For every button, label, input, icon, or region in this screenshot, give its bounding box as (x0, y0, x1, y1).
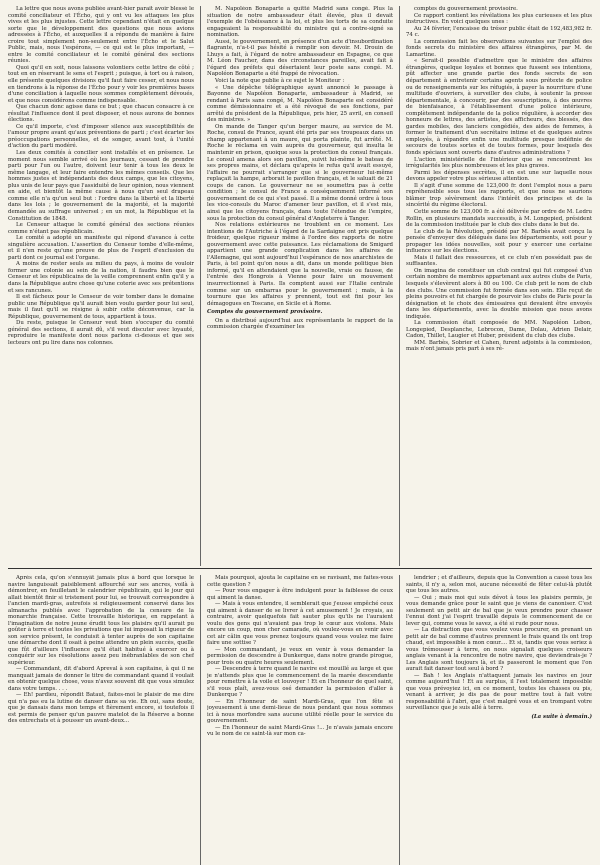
paragraph: Ce qu'il importe, c'est d'imposer silence aux susceptibilités de l'amour propre avant qu'aux préventions de parti ; c'est écarter les préoccupations personnelles, et de songer, avant tout, à l'unité d'action du parti modéré. (8, 123, 194, 150)
paragraph: Le comité a adopté un manifeste qui répond d'avance à cette singulière accusation. L'assertion du Censeur tombe d'elle-même, et il n'en reste qu'une preuve de plus de l'esprit d'exclusion du parti dont ce journal est l'organe. (8, 235, 194, 261)
feuilleton-column-1 (8, 575, 194, 865)
paragraph: — En l'honneur de saint Mardi-Gras !... Je n'avais jamais encore vu le nom de ce saint-là sur mon ca- (207, 724, 393, 737)
paragraph: « Serait-il possible d'admettre que le ministre des affaires étrangères, quelque loyales et bonnes que fussent ses intentions, pût affecter une grande partie des fonds secrets de son département à entretenir certains agents sous prétexte de police ou de renseignements sur les réfugiés, à payer la nourriture d'une multitude d'ouvriers, à surveiller des clubs, à soutenir la presse départementale, à concourir, par des souscriptions, à des œuvres de bienfaisance, à l'établissement d'une police intérieure, complètement indépendante de la police régulière, à accorder des honneurs de lettres, des artistes, des afficheurs, des blessés, des gardes mobiles, des lanciers congédiés, des aides de femmes, à former le traitement d'un secrétaire intime et de quelques autres employés, à répandre enfin une multitude presque indéfinie de secours de toutes sortes et de toutes formes, pour lesquels des fonds spéciaux sont ouverts dans d'autres administrations ? (406, 58, 592, 157)
paragraph: — Descendre à terre quand le navire est mouillé au large et que je n'attends plus que le commencement de la marée descendante pour remettre à la voile et louvoyer ! Et en l'honneur de quel saint, s'il vous plaît, avez-vous osé demander la permission d'aller à Dunkerque ? (207, 666, 393, 698)
paragraph: Nos relations extérieures ne troublent en ce moment. Les intentions de l'Autriche à l'égard de la Sardaigne ont pris quelque froideur, quelque rigueur même à l'ordre des rapports de notre gouvernement avec cette puissance. Les réclamations de Smigard appartient une grande complication dans les affaires de l'Allemagne, qui sont aujourd'hui l'espérance de nos anarchistes de Paris, à tel point qu'on nous a dit, dans un monde politique bien informé, qu'il en attendaient que la nouvelle, vraie ou fausse, de l'entrée des Hongrois à Vienne pour faire un mouvement insurrectionnel à Paris. Ils comptent aussi sur l'Italie centrale comme sur un embarras pour le gouvernement ; mais, à la tournure que les affaires y prennent, tout est fini pour les démagogues en Toscane, en Sicile et à Rome. (207, 222, 393, 307)
paragraph: Mais il fallait des ressources, et ce club n'en possédait pas de suffisantes. (406, 254, 592, 268)
paragraph: MM. Barbès, Sobrier et Cahen, furent adjoints à la commission, mais n'ont jamais pris part à ses ré- (406, 339, 592, 353)
feuilleton-rule (8, 568, 592, 569)
paragraph: La commission était composée de MM. Napoléon Lebon, Longepied, Desplanche, Lebrocon, Dame, Dolau, Adrien Delair, Cadon, Thillet, Laugier et Huber, président du club des clubs. (406, 320, 592, 340)
paragraph: Parmi les dépenses secrètes, il en est une sur laquelle nous devons appeler votre plus sérieuse attention. (406, 169, 592, 183)
paragraph: lendrier ; et d'ailleurs, depuis que la Convention a cassé tous les saints, il n'y a, selon moi, aucune nécessité de fêter celui-là plutôt que tous les autres. (406, 575, 592, 594)
paragraph: Quoi qu'il en soit, nous laissons volontiers cette lettre de côté ; tout en en réservant le sens et l'esprit ; puisque, à tort ou à raison, elle présente quelques divisions qu'il faut faire cesser, et nous nous en tiendrons à la réponse de l'Écho pour y voir les premières bases d'une conciliation à laquelle nous sommes complètement dévoués, et que nous considérons comme indispensable. (8, 64, 194, 104)
paragraph: Après cela, qu'on s'ennuyât jamais plus à bord que lorsque le navire languissait paisiblement affourché sur ses ancres, voilà à démontrer, en feuilletant le calendrier républicain, qui le jour qui allait bientôt finir si tristement pour lui, se trouvait correspondre à l'ancien mardi-gras, autrefois si religieusement conservé dans les almanachs publiés avec l'approbation de la censure de la monarchie française. Cette trouvaille historique, en rappelant à l'imagination de notre jeune érudit tous les plaisirs qu'il aurait pu goûter à terre et toutes les privations que lui imposait la rigueur de son service présent, le conduisit à tenter auprès de son capitaine une démarche dont il osait à peine attendre un plein succès, quelle que fût d'ailleurs l'influence qu'il était habitué à exercer ou à conquérir sur les résolutions assez peu inébranlables de son chef supérieur. (8, 575, 194, 666)
column-divider (200, 575, 201, 865)
paragraph: Cette somme de 123,000 fr. a été délivrée par ordre de M. Ledru Rollin, en plusieurs mandats successifs, à M. Longepied, président de la commission instituée par le club des clubs dans le but de. (406, 208, 592, 229)
paragraph: On mande de Tanger qu'un berger maure, au service de M. Roche, consul de France, ayant été pris par ses troupeaux dans un champ appartenant à un maure, qui porta plainte, fut arrêté. M. Roche le réclama en vain auprès du gouverneur, qui insulta le maintenir en prison, quoique sous la protection du consul français. Le consul amena alors son pavillon, suivit lui-même le bateau de ses propres mains, et déclara qu'après le refus qu'il avait essuyé, l'affaire ne pourrait s'arranger que si le gouverneur lui-même replaçait la hampe, arborait le pavillon français, et le saluait de 21 coups de canon. Le gouverneur ne se soumettra pas à cette condition ; le consul de France a conséquemment informé son gouvernement de ce qui s'est passé. Il a même donné ordre à tous les vice-consuls du Maroc d'amener leur pavillon, et il s'est mis, ainsi que les citoyens français, dans toute l'étendue de l'empire, sous la protection du consul général d'Angleterre à Tanger. (207, 123, 393, 222)
feuilleton-column-2 (207, 575, 393, 865)
paragraph: — Mais à vous entendre, il semblerait que j'eusse empêché ceux qui aiment à danser de se livrer à cet amusement ! Je croyais, au contraire, avoir quelquefois fait sauter plus qu'ils ne l'auraient voulu des gens qui n'avaient pas trop le cœur aux violons. Mais encore un coup, mon cher camarade, où voulez-vous en venir avec cet air câlin que vous prenez toujours quand vous voulez me faire faire une sottise ? (207, 601, 393, 646)
paragraph: Le club de la Révolution, présidé par M. Barbès avait conçu la pensée d'envoyer des délégués dans les départements, soit pour y propager les idées nouvelles, soit pour y exercer une certaine influence sur les élections. (406, 228, 592, 255)
paragraph: Mais pourquoi, ajouta le capitaine en se ravisant, me faites-vous cette question ? (207, 575, 393, 588)
paragraph: — Pour vous engager à être indulgent pour la faiblesse de ceux qui aiment la danse. (207, 588, 393, 601)
paragraph: — La distraction que vous voulez vous procurer, en prenant un petit air de bal comme d'autres prennent le frais quand ils ont trop chaud, est impossible à mon cœur.... Et si, tandis que vous seriez à vous trémousser à terre, on nous signalait quelques croiseurs anglais venant à la rencontre de notre navire, que deviendrais-je ? Les Anglais sont toujours là, et ils passeront le moment que l'on aurait fait danser tout seul à bord ? (406, 627, 592, 672)
paragraph: Voici la note que publie à ce sujet le Moniteur : (215, 78, 345, 85)
paragraph: — En l'honneur de saint Mardi-Gras, que l'on fête si joyeusement à une demi-lieue de nous pendant que nous sommes ici à nous morfondre sans aucune utilité réelle pour le service du gouvernement. (207, 698, 393, 724)
paragraph: On a distribué aujourd'hui aux représentants le rapport de la commission chargée d'examiner les (207, 317, 393, 331)
paragraph: Du reste, puisque le Censeur veut bien s'occuper du comité général des sections, il aurait dû, s'il veut discuter avec loyauté, reproduire le manifeste dont nous parlons ci-dessus et que ses lecteurs ont pu lire dans nos colonnes. (8, 320, 194, 346)
paragraph: comptes du gouvernement provisoire. (414, 6, 518, 12)
paragraph: Le Censeur attaque le comité général des sections réunies comme n'étant pas républicain. (8, 222, 194, 235)
column-1 (8, 6, 194, 566)
paragraph: Il s'agit d'une somme de 123,000 fr. dont l'emploi nous a paru repréhensible sous tous les rapports, et que nous ne saurions blâmer trop sévèrement dans l'intérêt des principes et de la sincérité du régime électoral. (406, 182, 592, 209)
paragraph: — Bah ! les Anglais n'attaquent jamais les navires en jour comme aujourd'hui ! Et au surplus, il l'est totalement impossible que vous prévoyiez ici, en ce moment, toutes les chasses ou pis, venant à arriver, je dis pas de pour mettre tout à fait votre responsabilité à l'abri, que c'est malgré vous et en trompant votre surveillance que je suis allé à terre. (406, 672, 592, 711)
paragraph: Aussi, le gouvernement, en présence d'un acte d'insubordination flagrante, n'a-t-il pas hésité à remplir son devoir. M. Drouin de Lhuys a fait, à l'égard de notre ambassadeur en Espagne, ce que M. Léon Faucher, dans des circonstances pareilles, avait fait à l'égard des préfets qui désertaient leur poste sans congé. M. Napoléon Bonaparte a été frappé de révocation. (207, 38, 393, 78)
paragraph: Que chacun donc agisse dans ce but ; que chacun consacre à ce résultat l'influence dont il peut disposer, et nous aurons de bonnes élections. (8, 104, 194, 124)
paragraph: Ce rapport contient les révélations les plus curieuses et les plus instructives. En voici quelques unes : (406, 12, 592, 26)
paragraph: — Commandant, dit d'abord Apreval à son capitaine, à qui il ne manquait jamais de donner le titre de commandant quand il voulait en obtenir quelque chose, vous n'avez souvent dit que vous simulez dans votre temps. . . . (8, 666, 194, 692)
paragraph: La commission fait les observations suivantes sur l'emploi des fonds secrets du ministère des affaires étrangères, par M. de Lamartine. (406, 38, 592, 58)
column-divider (399, 6, 400, 566)
continuation-note: (La suite à demain.) (531, 713, 592, 720)
paragraph: A moins de rester seuls au milieu du pays, à moins de vouloir former une colonie au sein de la nation, il faudra bien que le Censeur et les républicains de la veille comprennent enfin qu'il y a dans la République autre chose qu'une coterie avec ses prétentions et ses rancunes. (8, 261, 194, 294)
paragraph: « Une dépêche télégraphique ayant annoncé le passage à Bayonne de Napoléon Bonaparte, ambassadeur à Madrid, se rendant à Paris sans congé, M. Napoléon Bonaparte est considéré comme démissionnaire et a été révoqué de ses fonctions, par arrêté du président de la République, pris hier, 25 avril, en conseil des ministres. » (207, 84, 393, 124)
column-2 (207, 6, 393, 566)
feuilleton (8, 575, 592, 865)
paragraph: On imagina de constituer un club central qui fut composé d'un certain nombre de membres appartenant aux autres clubs de Paris, lesquels s'élevèrent alors à 80 ou 100. Ce club prit le nom de club des clubs. Une commission fut formée dans son sein. Elle reçut de pleins pouvoirs et fut chargée de pourvoir les clubs de Paris pour la désignation et le choix des émissaires qui devaient être envoyés dans les départements, avec la double mission que nous avons indiquée. (406, 267, 592, 320)
paragraph: — Mon commandant, je veux en venir à vous demander la permission de descendre à Dunkerque, dans notre grande pirogue, pour trois ou quatre heures seulement. (207, 646, 393, 666)
paragraph: Il est fâcheux pour le Censeur de voir tomber dans le domaine public une République qu'il aurait bien voulu garder pour lui seul, mais il faut qu'il se résigne à subir cette déconvenue, car la République, gouvernement de tous, appartient à tous. (8, 294, 194, 320)
main-columns (8, 6, 592, 566)
paragraph: L'action ministérielle de l'intérieur que se rencontrent les irrégularités les plus nombreuses et les plus graves. (406, 156, 592, 170)
section-heading: Comptes du gouvernement provisoire. (207, 309, 323, 316)
column-divider (200, 6, 201, 566)
paragraph: Les deux comités à concilier sont installés et en présence. Le moment nous semble arrivé où les journaux, cessant de prendre parti pour l'un ou l'autre, doivent leur tenir à tous les deux le même langage, et leur faire entendre les mêmes conseils. Que les hommes justes et indépendants des deux camps, que les citoyens, plus unis de leur pays que l'assiduité de leur opinion, nous viennent en aide, et bientôt la même cause à nous qu'un seul drapeau comme elle n'a qu'un seul but : l'ordre dans la liberté et la liberté dans les lois ; le gouvernement de la majorité, et la majorité demandée au suffrage universel ; en un mot, la République et la Constitution de 1848. (8, 150, 194, 222)
paragraph: — Oui ; mais moi qui suis dévot à tous les plaisirs permis, je vous demande grâce pour le saint que je viens de canoniser. C'est seulement un petit air de bal que je veux prendre pour chasser l'ennui dont j'ai l'esprit travaillé depuis le commencement de ce lever qui, comme vous le savez, a été si rude pour nous. (406, 594, 592, 627)
paragraph: M. Napoléon Bonaparte a quitté Madrid sans congé. Plus la situation de notre ambassadeur était élevée, plus il devait l'exemple de l'obéissance à la loi, et plus les torts de sa conduite engageaient la responsabilité du ministre qui a contre-signé sa nomination. (207, 6, 393, 39)
column-divider (399, 575, 400, 865)
feuilleton-column-3 (406, 575, 592, 865)
paragraph: Au 24 février, l'encaisse du trésor public était de 192,483,982 fr. 74 c. (406, 25, 592, 39)
column-3 (406, 6, 592, 566)
paragraph: — Eh! pardieu, répondit Bataut, faites-moi le plaisir de me dire qui n'a pas eu la lutine de danser dans sa vie. Eh oui, sans doute, que je dansais dans mon temps et fièrement encore, si toutefois il est permis de penser qu'un pauvre matelot de la Réserve a bonne des entrechats et à pousser un avant-deux... (8, 692, 194, 724)
paragraph: La lettre que nous avons publiée avant-hier paraît avoir blessé le comité conciliateur et l'Écho, qui y ont vu les attaques les plus vives et les plus injustes. Cette lettre cependant n'était en quelque sorte que le développement des questions que nous avions adressées à l'Écho, et auxquelles il a répondu de manière à faire croire tout simplement non-seulement entre l'Écho et le Salut Public, mais, nous l'espérons, — ce qui est le plus important, — entre le comité conciliateur et le comité général des sections réunies. (8, 6, 194, 65)
